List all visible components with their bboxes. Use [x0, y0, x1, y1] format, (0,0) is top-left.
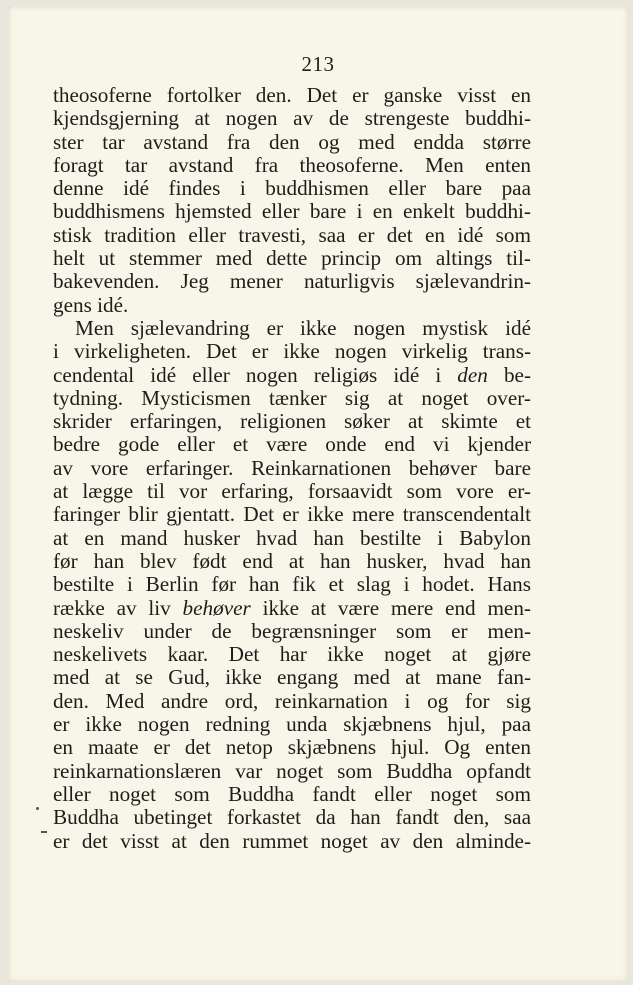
- margin-dash: [41, 831, 47, 833]
- text-line-13: cendental idé eller nogen religiøs idé i den be-: [53, 362, 531, 387]
- page-number: 213: [301, 52, 335, 76]
- text-line-20: at en mand husker hvad han bestilte i Babylon: [53, 525, 531, 550]
- text-line-9: bakevenden. Jeg mener naturligvis sjælevandrin-: [53, 269, 531, 294]
- body-text: [53, 84, 531, 853]
- margin-speck: [36, 807, 39, 810]
- text-line-28: er ikke nogen redning unda skjæbnens hjul, paa: [53, 712, 531, 737]
- text-line-10: gens idé.: [53, 292, 129, 317]
- text-line-1: theosoferne fortolker den. Det er ganske visst en: [53, 83, 531, 107]
- text-line-6: buddhismens hjemsted eller bare i en enkelt buddhi-: [53, 199, 531, 224]
- text-line-12: i virkeligheten. Det er ikke nogen virkelig trans-: [53, 339, 531, 364]
- text-line-33: er det visst at den rummet noget av den alminde-: [53, 828, 531, 853]
- text-line-18: at lægge til vor erfaring, forsaavidt som vore er-: [53, 479, 531, 504]
- text-line-11: Men sjælevandring er ikke nogen mystisk idé: [75, 315, 531, 340]
- text-line-27: den. Med andre ord, reinkarnation i og for sig: [53, 688, 531, 713]
- text-line-30: reinkarnationslæren var noget som Buddha opfandt: [53, 758, 531, 783]
- text-line-25: neskelivets kaar. Det har ikke noget at gjøre: [53, 642, 531, 667]
- text-line-22: bestilte i Berlin før han fik et slag i hodet. Hans: [53, 572, 531, 597]
- text-line-29: en maate er det netop skjæbnens hjul. Og enten: [53, 735, 531, 760]
- text-line-14: tydning. Mysticismen tænker sig at noget over-: [53, 385, 531, 410]
- text-line-4: foragt tar avstand fra theosoferne. Men enten: [53, 152, 531, 177]
- text-line-15: skrider erfaringen, religionen søker at skimte et: [53, 409, 531, 434]
- text-line-24: neskeliv under de begrænsninger som er men-: [53, 618, 531, 643]
- text-line-19: faringer blir gjentatt. Det er ikke mere transcendentalt: [53, 502, 531, 527]
- text-line-8: helt ut stemmer med dette princip om altings til-: [53, 246, 531, 271]
- text-line-31: eller noget som Buddha fandt eller noget som: [53, 781, 531, 806]
- text-line-3: ster tar avstand fra den og med endda større: [53, 129, 531, 154]
- book-page: [8, 6, 628, 982]
- text-line-16: bedre gode eller et være onde end vi kjender: [53, 432, 531, 457]
- emphasized-word: den: [457, 362, 488, 387]
- emphasized-word: behøver: [182, 595, 251, 620]
- text-line-17: av vore erfaringer. Reinkarnationen behøver bare: [53, 455, 531, 480]
- text-line-5: denne idé findes i buddhismen eller bare paa: [53, 176, 531, 201]
- text-line-26: med at se Gud, ikke engang med at mane fan-: [53, 665, 531, 690]
- text-line-21: før han blev født end at han husker, hvad han: [53, 548, 531, 573]
- text-line-32: Buddha ubetinget forkastet da han fandt den, saa: [53, 805, 531, 830]
- text-line-2: kjendsgjerning at nogen av de strengeste buddhi-: [53, 106, 531, 131]
- text-line-7: stisk tradition eller travesti, saa er det en idé som: [53, 222, 531, 247]
- text-line-23: række av liv behøver ikke at være mere end men-: [53, 595, 531, 620]
